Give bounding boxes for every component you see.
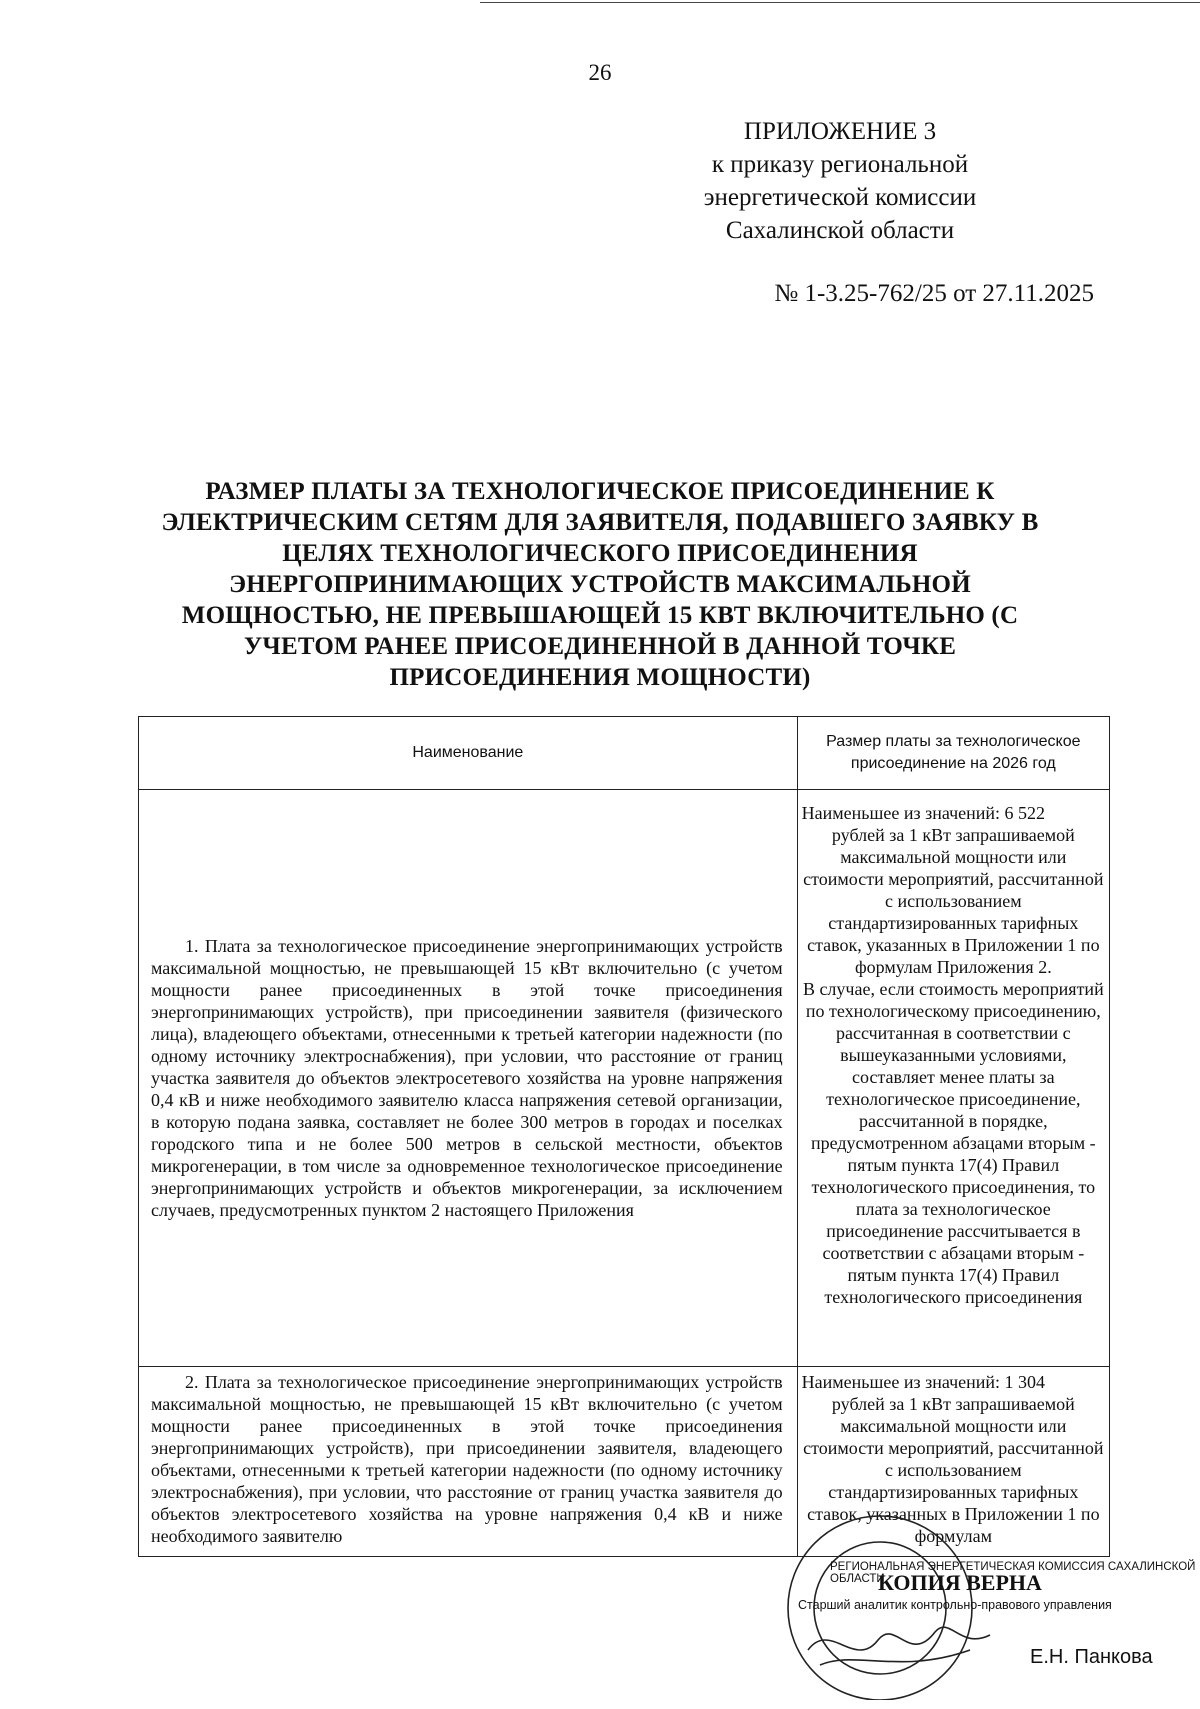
appendix-line: ПРИЛОЖЕНИЕ 3 <box>743 118 937 145</box>
row-name <box>139 1367 798 1557</box>
table-header-row <box>139 717 1110 790</box>
header-name: Наименование <box>139 717 798 790</box>
appendix-line: к приказу региональной <box>711 151 969 178</box>
fee-table <box>138 716 1110 1557</box>
appendix-header <box>630 115 1050 247</box>
row-name-text: 2. Плата за технологическое присоединение энергопринимающих устройств максимальной мощностью, не превышающей 15 кВт включительно (с учетом мощности ранее присоединенных в этой точке присоединения энергопринимающих устройств), при присоединении заявителя, владеющего объектами, отнесенными к третьей категории надежности (по одному источнику электроснабжения), при условии, что расстояние от границ участка заявителя до объектов электросетевого хозяйства на уровне напряжения 0,4 кВ и ниже необходимого заявителю <box>151 1372 783 1546</box>
appendix-line: Сахалинской области <box>725 217 955 244</box>
table-row <box>139 790 1110 1367</box>
fee-description: рублей за 1 кВт запрашиваемой максимальной мощности или стоимости мероприятий, рассчитанной с использованием стандартизированных тарифных ставок, указанных в Приложении 1 по формулам <box>803 1394 1104 1546</box>
stamp-name: Е.Н. Панкова <box>1030 1646 1153 1668</box>
fee-min-value: Наименьшее из значений: 1 304 <box>801 1372 1046 1392</box>
appendix-line: энергетической комиссии <box>703 184 977 211</box>
fee-note: В случае, если стоимость мероприятий по технологическому присоединению, рассчитанная в соответствии с вышеуказанными условиями, составляет менее платы за технологическое присоединение, рассчитанной в порядке, предусмотренном абзацами вторым - пятым пункта 17(4) Правил технологического присоединения, то плата за технологическое присоединение рассчитывается в соответствии с абзацами вторым - пятым пункта 17(4) Правил технологического присоединения <box>802 979 1104 1307</box>
header-fee: Размер платы за технологическое присоединение на 2026 год <box>797 717 1109 790</box>
fee-min-value: Наименьшее из значений: 6 522 <box>801 803 1046 823</box>
row-name <box>139 790 798 1367</box>
row-name-text: 1. Плата за технологическое присоединение энергопринимающих устройств максимальной мощностью, не превышающей 15 кВт включительно (с учетом мощности ранее присоединенных в этой точке присоединения энергопринимающих устройств), при присоединении заявителя (физического лица), владеющего объектами, отнесенными к третьей категории надежности (по одному источнику электроснабжения), при условии, что расстояние от границ участка заявителя до объектов электросетевого хозяйства на уровне напряжения 0,4 кВ и ниже необходимого заявителю класса напряжения сетевой организации, в которую подана заявка, составляет не более 300 метров в городах и поселках городского типа и не более 500 метров в сельской местности, объектов микрогенерации, в том числе за одновременное технологическое присоединение энергопринимающих устройств и объектов микрогенерации, за исключением случаев, предусмотренных пунктом 2 настоящего Приложения <box>151 936 783 1220</box>
stamp-role: Старший аналитик контрольно-правового управления <box>798 1598 1112 1612</box>
row-fee <box>797 790 1109 1367</box>
top-rule <box>480 2 1200 3</box>
document-title: РАЗМЕР ПЛАТЫ ЗА ТЕХНОЛОГИЧЕСКОЕ ПРИСОЕДИНЕНИЕ К ЭЛЕКТРИЧЕСКИМ СЕТЯМ ДЛЯ ЗАЯВИТЕЛЯ, ПОДАВШЕГО ЗАЯВКУ В ЦЕЛЯХ ТЕХНОЛОГИЧЕСКОГО ПРИСОЕДИНЕНИЯ ЭНЕРГОПРИНИМАЮЩИХ УСТРОЙСТВ МАКСИМАЛЬНОЙ МОЩНОСТЬЮ, НЕ ПРЕВЫШАЮЩЕЙ 15 КВТ ВКЛЮЧИТЕЛЬНО (С УЧЕТОМ РАНЕЕ ПРИСОЕДИНЕННОЙ В ДАННОЙ ТОЧКЕ ПРИСОЕДИНЕНИЯ МОЩНОСТИ) <box>161 478 1039 691</box>
fee-description: рублей за 1 кВт запрашиваемой максимальной мощности или стоимости мероприятий, рассчитанной с использованием стандартизированных тарифных ставок, указанных в Приложении 1 по формулам Приложения 2. <box>803 825 1104 977</box>
stamp-org: РЕГИОНАЛЬНАЯ ЭНЕРГЕТИЧЕСКАЯ КОМИССИЯ САХАЛИНСКОЙ ОБЛАСТИ <box>830 1561 1196 1585</box>
stamp-copy-text: КОПИЯ ВЕРНА <box>878 1570 1042 1595</box>
page-number: 26 <box>588 60 612 85</box>
order-number: № 1-3.25-762/25 от 27.11.2025 <box>774 280 1094 307</box>
